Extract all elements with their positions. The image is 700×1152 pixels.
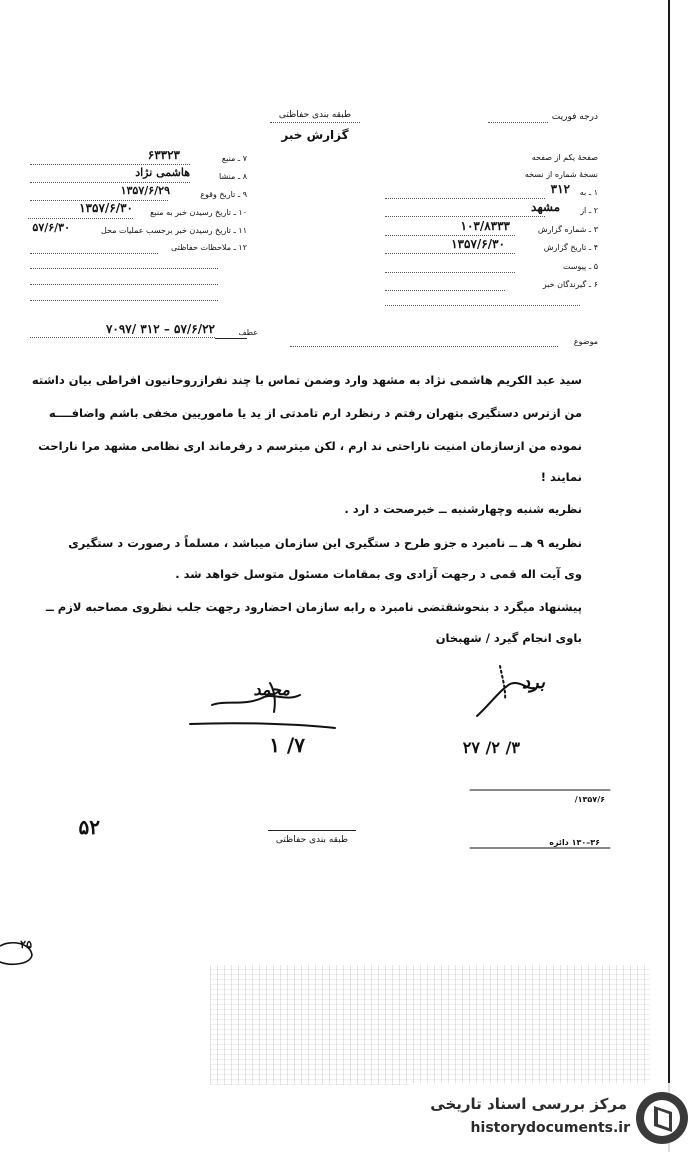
to-value: ۳۱۲ bbox=[550, 182, 570, 196]
body-line-4: نمایند ! bbox=[540, 470, 582, 484]
opinion-1: نظریه شنبه وچهارشنبه ــ خبرصحت د ارد . bbox=[344, 502, 582, 516]
watermark-org-name: مرکز بررسی اسناد تاریخی bbox=[430, 1095, 627, 1113]
event-date-label: ۹ ـ تاریخ وقوع bbox=[200, 190, 247, 199]
report-date-label: ۴ ـ تاریخ گزارش bbox=[543, 243, 598, 252]
document-title: گزارش خبر bbox=[281, 128, 349, 142]
ref-number: ۵۷/۶/۲۲ – ۳۱۲ /۷۰۹۷ bbox=[105, 322, 215, 336]
copy-line: نسخهٔ شماره از نسخه bbox=[524, 170, 598, 179]
body-line-3: نموده من ازسازمان امنیت ناراحتی ند ارم ، لکن میترسم د رفرماند اری نظامی مشهد مرا ناراحت bbox=[38, 439, 582, 453]
body-line-1: سید عبد الکریم هاشمی نژاد به مشهد وارد وضمن تماس با چند نفرازروحانیون افراطی بیان داشته bbox=[31, 373, 582, 387]
notes-label: ۱۲ ـ ملاحظات حفاظتی bbox=[171, 243, 247, 252]
to-label: ۱ ـ به bbox=[579, 188, 598, 197]
recipients-label: ۶ ـ گیرندگان خبر bbox=[542, 280, 598, 289]
page-number: ۵۲ bbox=[78, 815, 100, 839]
received-ops-value: ۵۷/۶/۳۰ bbox=[32, 221, 70, 234]
event-date-value: ۱۳۵۷/۶/۲۹ bbox=[120, 184, 170, 197]
stamp-date: ۱۳۵۷/۶/ bbox=[574, 795, 605, 804]
received-ops-label: ۱۱ ـ تاریخ رسیدن خبر برحسب عملیات محل bbox=[101, 226, 247, 235]
source-label: ۷ ـ منبع bbox=[221, 154, 247, 163]
left-handwritten-number: ۷/ ۱ bbox=[269, 733, 305, 757]
watermark-url: historydocuments.ir bbox=[470, 1120, 630, 1136]
opinion-2-line-2: وی آیت اله قمی د رجهت آزادی وی بمقامات مسئول متوسل خواهد شد . bbox=[175, 567, 582, 581]
footer-classification-line bbox=[268, 830, 356, 831]
report-no-label: ۳ ـ شماره گزارش bbox=[537, 225, 598, 234]
source-value: ۶۳۳۲۳ bbox=[147, 148, 180, 162]
classification-header: طبقه بندی حفاظتی bbox=[278, 110, 352, 120]
attachment-label: ۵ ـ پیوست bbox=[562, 262, 598, 271]
received-source-value: ۱۳۵۷/۶/۳۰ bbox=[79, 201, 133, 215]
right-signature: برد bbox=[522, 672, 545, 693]
watermark-logo-icon bbox=[632, 1088, 692, 1148]
subject-label: موضوع bbox=[573, 337, 598, 346]
ref-code-label: عطف bbox=[238, 328, 258, 337]
footer-classification: طبقه بندی حفاظتی bbox=[275, 835, 349, 845]
margin-mark: ۲۵ bbox=[20, 938, 32, 951]
scan-noise-area bbox=[210, 965, 650, 1085]
left-signature: محمد bbox=[253, 680, 290, 699]
opinion-2-line-1: نظریه ۹ هـ ــ نامبرد ه جزو طرح د ستگیری این سازمان میباشد ، مسلماً د رصورت د ستگیری bbox=[68, 536, 582, 550]
report-no-value: ۱۰۳/۸۳۳۳ bbox=[460, 219, 510, 233]
origin-value: هاشمی نژاد bbox=[135, 166, 190, 179]
left-signature-underline bbox=[190, 723, 335, 728]
origin-label: ۸ ـ منشا bbox=[219, 172, 247, 181]
page-line: صفحهٔ یکم از صفحه bbox=[531, 153, 598, 162]
body-line-2: من ازترس دستگیری بتهران رفتم د رنظرد ارم تامدتی از ید یا ماموریین مخفی باشم واضافــــه bbox=[48, 406, 582, 420]
from-label: ۲ ـ از bbox=[580, 206, 598, 215]
stamp-office: ۳۶–۱۳۰ دائره bbox=[549, 838, 600, 847]
proposal-line-2: باوی انجام گیرد / شهبخان bbox=[435, 631, 582, 645]
urgency-label: درجه فوریت bbox=[551, 112, 598, 122]
report-date-value: ۱۳۵۷/۶/۳۰ bbox=[451, 237, 505, 251]
proposal-line-1: پیشنهاد میگرد د بنحوشقتضی نامبرد ه رابه سازمان احضارود رجهت جلب نظروی مصاحبه لازم ــ bbox=[45, 600, 582, 614]
from-value: مشهد bbox=[531, 200, 560, 214]
right-handwritten-number: ۳/ ۲/ ۲۷ bbox=[462, 738, 520, 757]
received-source-label: ۱۰ ـ تاریخ رسیدن خبر به منبع bbox=[150, 208, 247, 217]
